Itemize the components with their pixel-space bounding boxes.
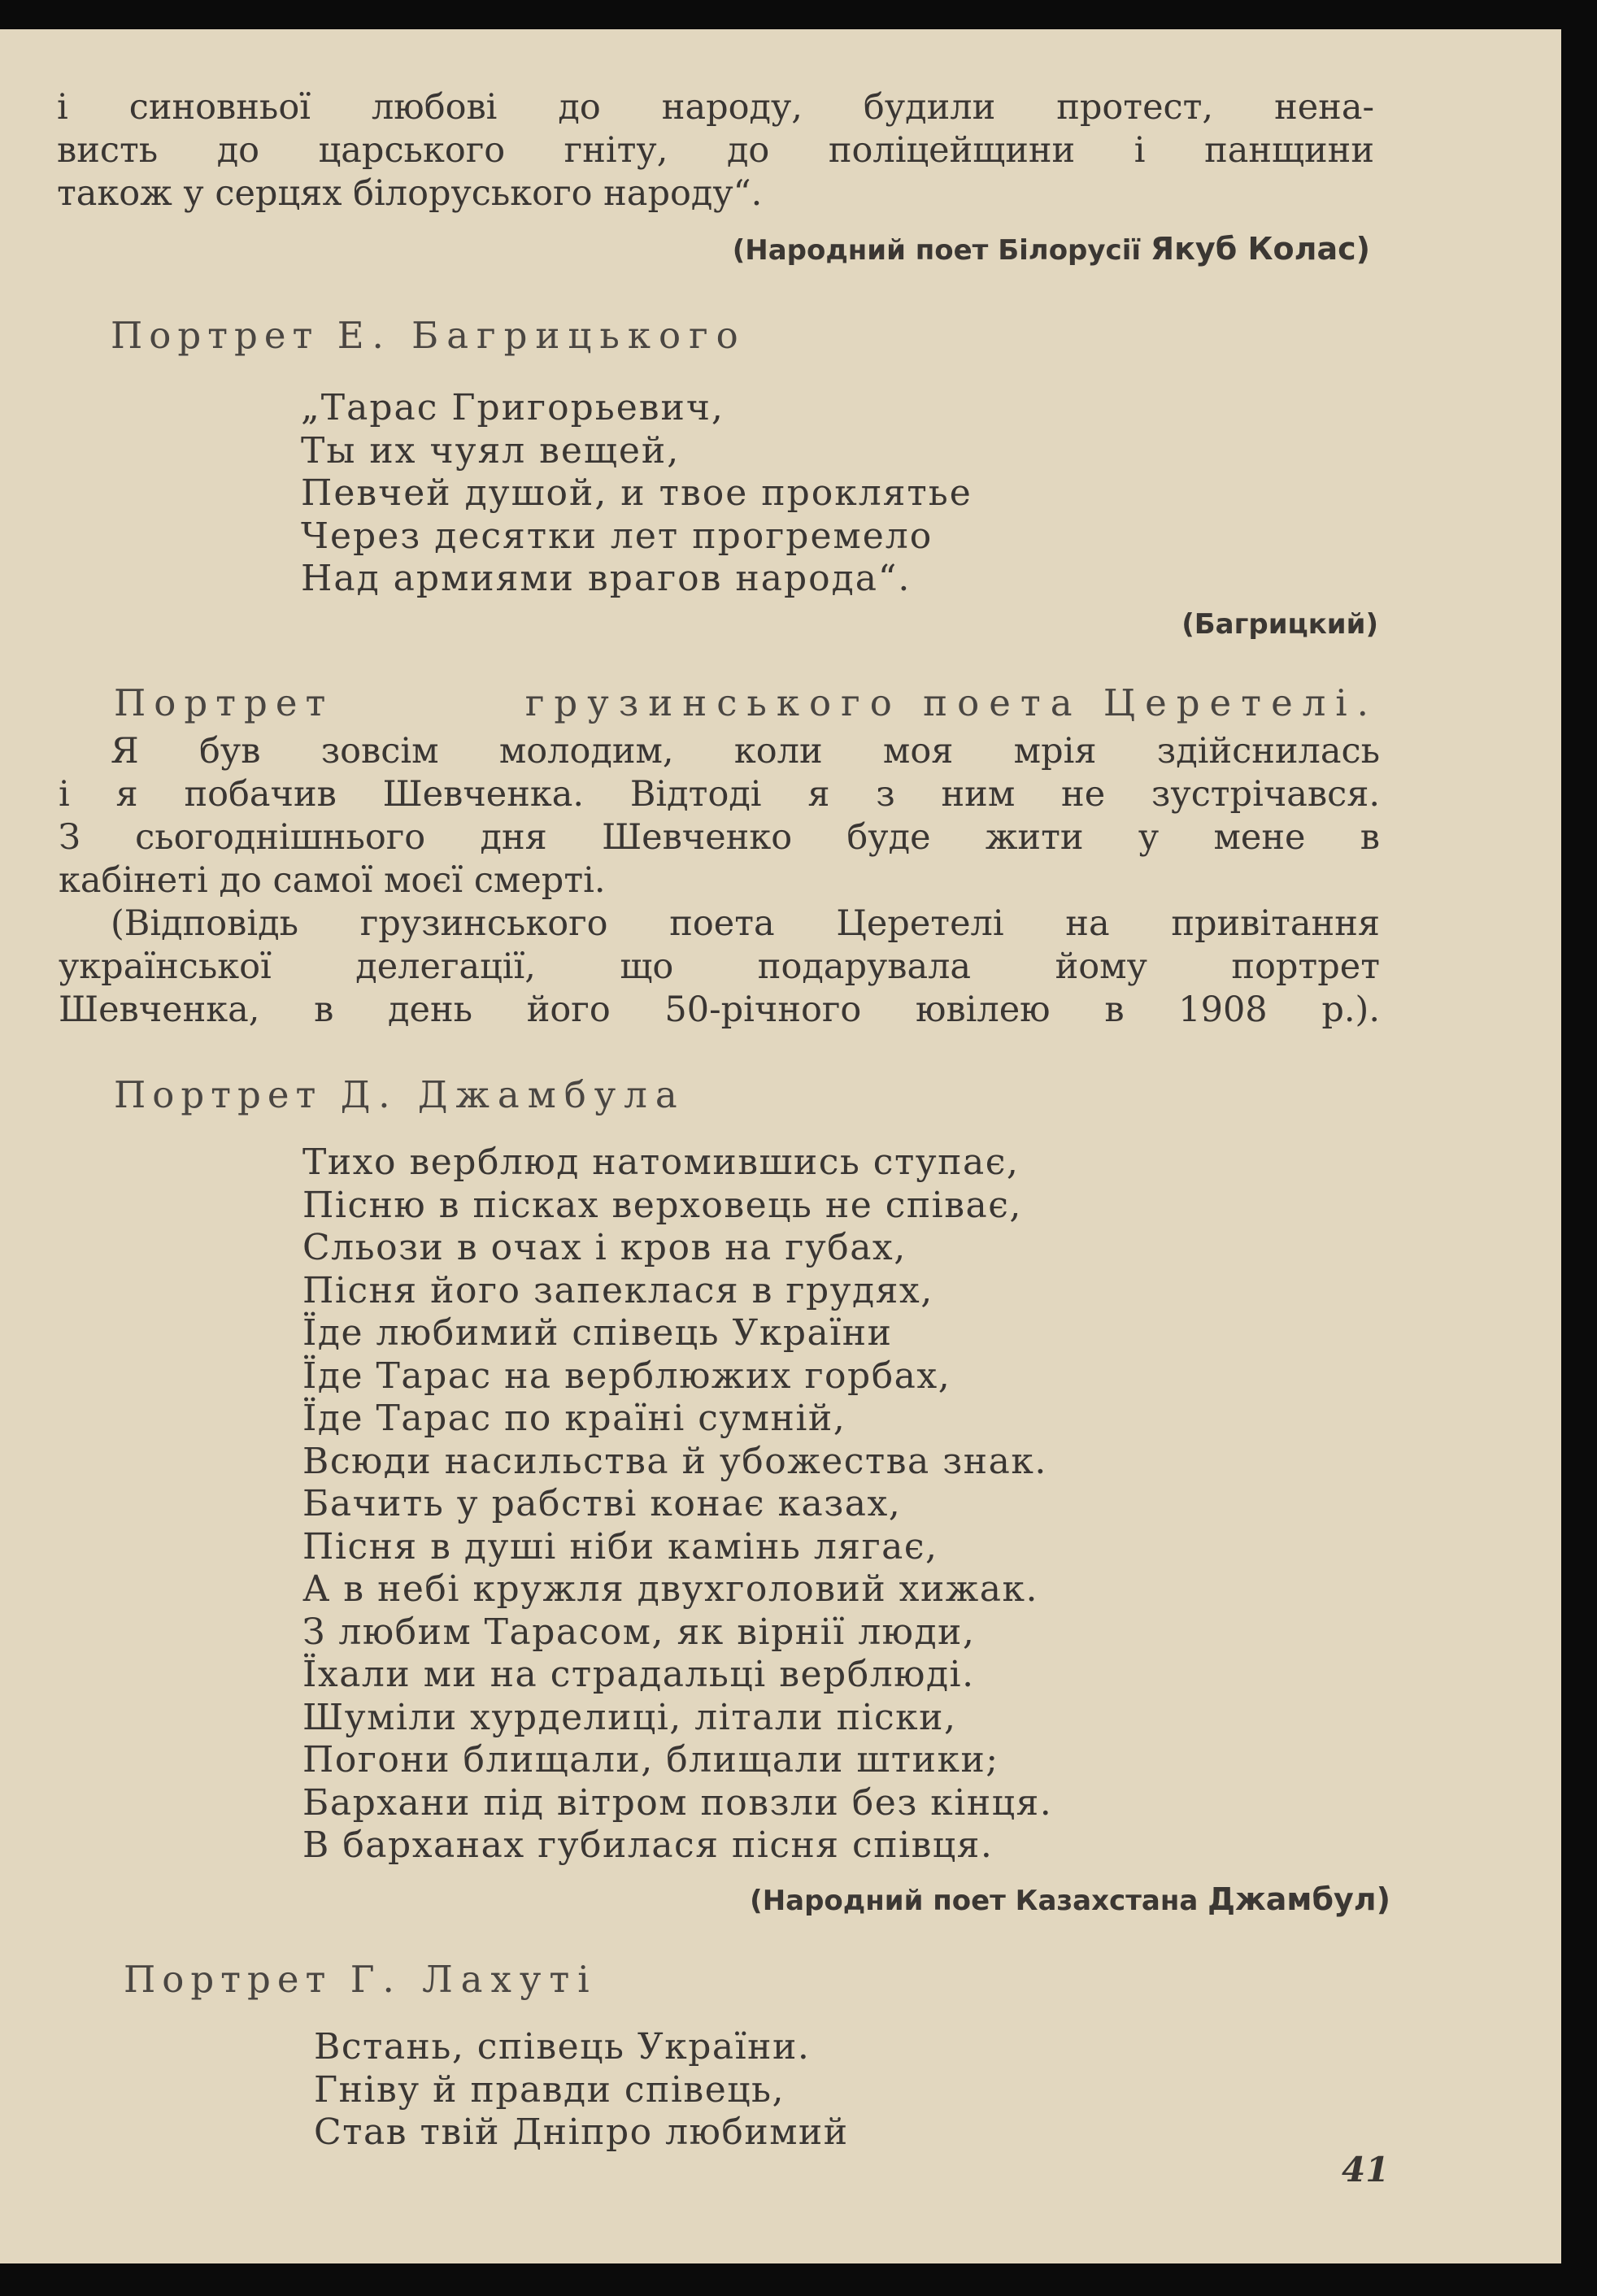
heading-name: Е. Багрицького [337, 314, 746, 357]
attribution-author: Якуб Колас) [1150, 231, 1370, 267]
heading-rest: грузинського поета Церетелі. [524, 681, 1378, 724]
page-number: 41 [1342, 2150, 1390, 2189]
intro-line: висть до царського гніту, до поліцейщини і панщини [57, 130, 1374, 171]
lakhuti-poem [314, 2026, 849, 2155]
attribution-author: Джамбул) [1208, 1881, 1390, 1917]
poem-line: Шуміли хурделиці, літали піски, [302, 1696, 957, 1738]
poem-line: Їде Тарас по країні сумній, [302, 1398, 846, 1439]
heading-name: Г. Лахуті [350, 1958, 598, 2001]
poem-line: Всюди насильства й убожества знак. [302, 1440, 1047, 1482]
poem-line: Встань, співець України. [314, 2026, 811, 2068]
poem-line: Пісня в душі ніби камінь лягає, [302, 1525, 938, 1568]
section-heading-tsereteli [114, 681, 1378, 724]
tsereteli-note [59, 902, 1380, 1032]
poem-line: Гніву й правди співець, [314, 2068, 785, 2111]
poem-line: Погони блищали, блищали штики; [302, 1739, 999, 1781]
poem-line: Бархани під вітром повзли без кінця. [302, 1781, 1053, 1824]
note-line: української делегації, що подарувала йому портрет [59, 946, 1380, 987]
poem-line: А в небі кружля двухголовий хижак. [302, 1568, 1039, 1610]
poem-line: Пісня його запеклася в грудях, [302, 1269, 933, 1311]
jambul-poem [302, 1141, 1052, 1868]
quote-line: кабінеті до самої моєї смерті. [59, 860, 606, 901]
bagritsky-attribution: (Багрицкий) [1181, 608, 1378, 641]
poem-line: Їде Тарас на верблюжих горбах, [302, 1355, 951, 1397]
poem-line: Бачить у рабстві конає казах, [302, 1483, 902, 1524]
heading-word: Портрет [111, 314, 320, 357]
heading-word: Портрет [124, 1958, 333, 2001]
poem-line: Тихо верблюд натомившись ступає, [302, 1141, 1020, 1183]
heading-word: Портрет [114, 681, 334, 724]
poem-line: В барханах губилася пісня співця. [302, 1824, 994, 1866]
poem-line: Їде любимий співець України [302, 1312, 893, 1354]
poem-line: Сльози в очах і кров на губах, [302, 1227, 907, 1268]
quote-line: Я був зовсім молодим, коли моя мрія здійснилась [111, 731, 1380, 772]
intro-paragraph [57, 86, 1374, 215]
heading-name: Д. Джамбула [340, 1073, 685, 1116]
intro-line: і синовньої любові до народу, будили протест, нена- [57, 87, 1374, 128]
note-line: (Відповідь грузинського поета Церетелі на привітання [111, 903, 1380, 944]
section-heading-bagritsky [111, 314, 746, 357]
poem-line: З любим Тарасом, як вірнії люди, [302, 1611, 976, 1653]
tsereteli-quote [59, 730, 1380, 902]
poem-line: Через десятки лет прогремело [301, 515, 933, 557]
heading-word: Портрет [114, 1073, 323, 1116]
kolas-attribution [733, 231, 1370, 267]
poem-line: „Тарас Григорьевич, [301, 387, 725, 428]
poem-line: Став твій Дніпро любимий [314, 2111, 849, 2153]
quote-line: і я побачив Шевченка. Відтоді я з ним не зустрічався. [59, 774, 1380, 815]
section-heading-lakhuti [124, 1958, 598, 2001]
note-line: Шевченка, в день його 50-річного ювілею в 1908 р.). [59, 989, 1380, 1030]
attribution-prefix: (Народний поет Казахстана [750, 1885, 1199, 1917]
jambul-attribution [750, 1881, 1390, 1917]
book-page [0, 29, 1561, 2263]
section-heading-jambul [114, 1073, 685, 1116]
poem-line: Пісню в пісках верховець не співає, [302, 1184, 1022, 1226]
attribution-prefix: (Народний поет Білорусії [732, 234, 1142, 267]
poem-line: Над армиями врагов народа“. [301, 558, 912, 599]
intro-line: також у серцях білоруського народу“. [57, 173, 763, 214]
poem-line: Певчей душой, и твое проклятье [301, 472, 973, 514]
poem-line: Їхали ми на страдальці верблюді. [302, 1654, 975, 1695]
quote-line: З сьогоднішнього дня Шевченко буде жити у мене в [59, 817, 1380, 858]
bagritsky-poem [301, 387, 973, 601]
poem-line: Ты их чуял вещей, [301, 429, 681, 472]
